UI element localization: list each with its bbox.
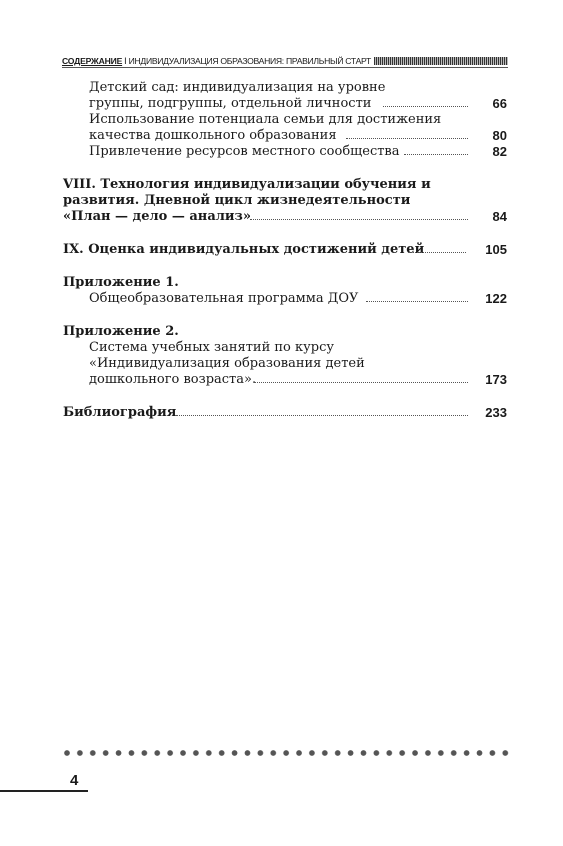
header-separator: I	[124, 55, 127, 66]
toc-page-number: 173	[485, 372, 507, 387]
toc-line	[0, 274, 563, 291]
toc-line	[0, 111, 563, 128]
toc-entry-text: группы, подгруппы, отдельной личности	[89, 96, 372, 111]
toc-page-number: 84	[492, 209, 507, 224]
toc-entry-text: качества дошкольного образования	[89, 128, 337, 143]
toc-leader	[250, 208, 468, 225]
toc-entry-text: Детский сад: индивидуализация на уровне	[89, 80, 386, 95]
toc-line[interactable]	[0, 95, 563, 112]
footer-rule	[0, 790, 88, 792]
toc-appendix-heading: Приложение 1.	[63, 275, 179, 290]
toc-chapter-text: развития. Дневной цикл жизнедеятельности	[63, 193, 411, 208]
toc-leader	[176, 404, 468, 421]
toc-appendix-heading: Приложение 2.	[63, 324, 179, 339]
toc-entry-text: дошкольного возраста».	[89, 372, 257, 387]
toc-entry-text: Общеобразовательная программа ДОУ	[89, 291, 359, 306]
toc-page-number: 122	[485, 291, 507, 306]
toc-leader	[408, 241, 466, 258]
toc-page-number: 82	[492, 144, 507, 159]
header-title: ИНДИВИДУАЛИЗАЦИЯ ОБРАЗОВАНИЯ: ПРАВИЛЬНЫЙ СТАРТ	[128, 55, 371, 66]
toc-leader	[366, 290, 468, 307]
toc-chapter-text: «План — дело — анализ»	[63, 209, 251, 224]
header-section: СОДЕРЖАНИЕ	[62, 55, 123, 66]
toc-line[interactable]	[0, 371, 563, 388]
toc-entry-text: Привлечение ресурсов местного сообщества	[89, 144, 400, 159]
toc-entry-text: «Индивидуализация образования детей	[89, 356, 365, 371]
toc-line	[0, 79, 563, 96]
toc-line	[0, 355, 563, 372]
page-number: 4	[70, 772, 79, 789]
toc-line	[0, 176, 563, 193]
toc-chapter-text: Библиография	[63, 405, 177, 420]
toc-line[interactable]	[0, 208, 563, 225]
toc-page-number: 105	[485, 242, 507, 257]
toc-page-number: 233	[485, 405, 507, 420]
toc-entry-text: Система учебных занятий по курсу	[89, 340, 335, 355]
toc-leader	[383, 95, 468, 112]
toc-line	[0, 339, 563, 356]
toc-entry-text: Использование потенциала семьи для достижения	[89, 112, 442, 127]
toc-line	[0, 323, 563, 340]
toc-line[interactable]	[0, 241, 563, 258]
toc-line[interactable]	[0, 404, 563, 421]
toc-line[interactable]	[0, 127, 563, 144]
toc-leader	[255, 371, 468, 388]
toc-leader	[346, 127, 468, 144]
toc-page-number: 66	[492, 96, 507, 111]
toc-chapter-text: VIII. Технология индивидуализации обучения и	[63, 177, 431, 192]
toc-chapter-text: IX. Оценка индивидуальных достижений детей	[63, 242, 425, 257]
toc-line[interactable]	[0, 143, 563, 160]
decorative-dot-row	[62, 748, 510, 758]
toc-line	[0, 192, 563, 209]
toc-leader	[404, 143, 468, 160]
toc-line[interactable]	[0, 290, 563, 307]
toc-page-number: 80	[492, 128, 507, 143]
